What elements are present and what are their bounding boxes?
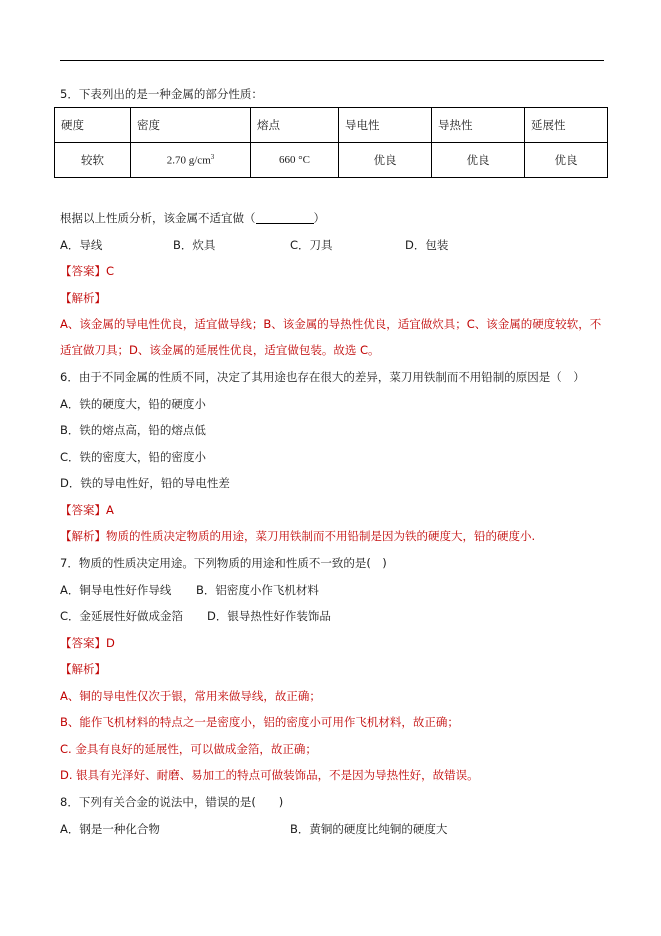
analysis-tag: 【解析】 <box>60 529 106 543</box>
header-rule <box>60 60 604 61</box>
q5-analysis-line-2: 适宜做刀具；D、该金属的延展性优良，适宜做包装。故选 C。 <box>60 343 380 357</box>
density-exponent: 3 <box>210 153 215 162</box>
q5-analysis-tag: 【解析】 <box>60 291 106 305</box>
q7-analysis-line-2: B、能作飞机材料的特点之一是密度小，铝的密度小可用作飞机材料，故正确； <box>60 715 459 729</box>
q7-option-c: C．金延展性好做成金箔 <box>60 609 184 623</box>
q6-option-d: D．铁的导电性好，铅的导电性差 <box>60 476 230 490</box>
q8-option-a: A．钢是一种化合物 <box>60 822 160 836</box>
q5-question-suffix: ） <box>313 211 325 225</box>
q7-analysis-tag: 【解析】 <box>60 662 106 676</box>
q5-answer <box>60 263 114 279</box>
cell-conductivity: 优良 <box>339 143 432 178</box>
header-density: 密度 <box>131 108 251 143</box>
answer-value: C <box>106 264 115 278</box>
header-hardness: 硬度 <box>55 108 131 143</box>
cell-melting-point: 660 °C <box>251 143 339 178</box>
q7-option-d: D．银导热性好作装饰品 <box>207 609 331 623</box>
answer-tag: 【答案】 <box>60 503 106 517</box>
answer-value: D <box>106 636 115 650</box>
q8-option-b: B．黄铜的硬度比纯铜的硬度大 <box>290 822 448 836</box>
cell-density <box>131 143 251 178</box>
q7-stem: 7．物质的性质决定用途。下列物质的用途和性质不一致的是( ) <box>60 556 387 570</box>
q6-analysis <box>60 528 535 544</box>
q7-analysis-line-3: C. 金具有良好的延展性，可以做成金箔，故正确； <box>60 742 317 756</box>
cell-hardness: 较软 <box>55 143 131 178</box>
q8-stem: 8．下列有关合金的说法中，错误的是( ) <box>60 795 284 809</box>
table-header-row <box>55 108 608 143</box>
q7-option-a: A．铜导电性好作导线 <box>60 583 172 597</box>
q5-option-a: A．导线 <box>60 238 103 252</box>
answer-blank <box>256 211 314 224</box>
q5-question-prefix: 根据以上性质分析，该金属不适宜做（ <box>60 211 256 225</box>
metal-properties-table <box>54 107 608 178</box>
cell-ductility: 优良 <box>525 143 608 178</box>
header-conductivity: 导电性 <box>339 108 432 143</box>
q6-answer <box>60 502 114 518</box>
q6-option-a: A．铁的硬度大，铅的硬度小 <box>60 397 206 411</box>
header-ductility: 延展性 <box>525 108 608 143</box>
answer-tag: 【答案】 <box>60 264 106 278</box>
q7-analysis-line-1: A、铜的导电性仅次于银，常用来做导线，故正确； <box>60 689 321 703</box>
answer-tag: 【答案】 <box>60 636 106 650</box>
cell-thermal: 优良 <box>432 143 525 178</box>
table-value-row <box>55 143 608 178</box>
q7-option-b: B．铝密度小作飞机材料 <box>196 583 319 597</box>
q5-analysis-line-1: A、该金属的导电性优良，适宜做导线；B、该金属的导热性优良，适宜做炊具；C、该金属的硬度较软，不 <box>60 317 602 331</box>
header-melting-point: 熔点 <box>251 108 339 143</box>
q5-option-c: C．刀具 <box>290 238 333 252</box>
q7-analysis-line-4: D. 银具有光泽好、耐磨、易加工的特点可做装饰品，不是因为导热性好，故错误。 <box>60 768 479 782</box>
q5-option-d: D．包装 <box>405 238 449 252</box>
header-thermal: 导热性 <box>432 108 525 143</box>
q6-option-b: B．铁的熔点高，铅的熔点低 <box>60 423 206 437</box>
q6-option-c: C．铁的密度大，铅的密度小 <box>60 450 207 464</box>
q5-question <box>60 210 325 226</box>
density-value: 2.70 g/cm <box>166 154 211 167</box>
analysis-text: 物质的性质决定物质的用途，菜刀用铁制而不用铅制是因为铁的硬度大，铅的硬度小. <box>106 529 536 543</box>
q5-option-b: B．炊具 <box>173 238 216 252</box>
answer-value: A <box>106 503 114 517</box>
q5-stem: 5．下表列出的是一种金属的部分性质： <box>60 87 263 101</box>
q6-stem: 6．由于不同金属的性质不同，决定了其用途也存在很大的差异，菜刀用铁制而不用铅制的原因是（ ） <box>60 370 585 384</box>
q7-answer <box>60 635 115 651</box>
